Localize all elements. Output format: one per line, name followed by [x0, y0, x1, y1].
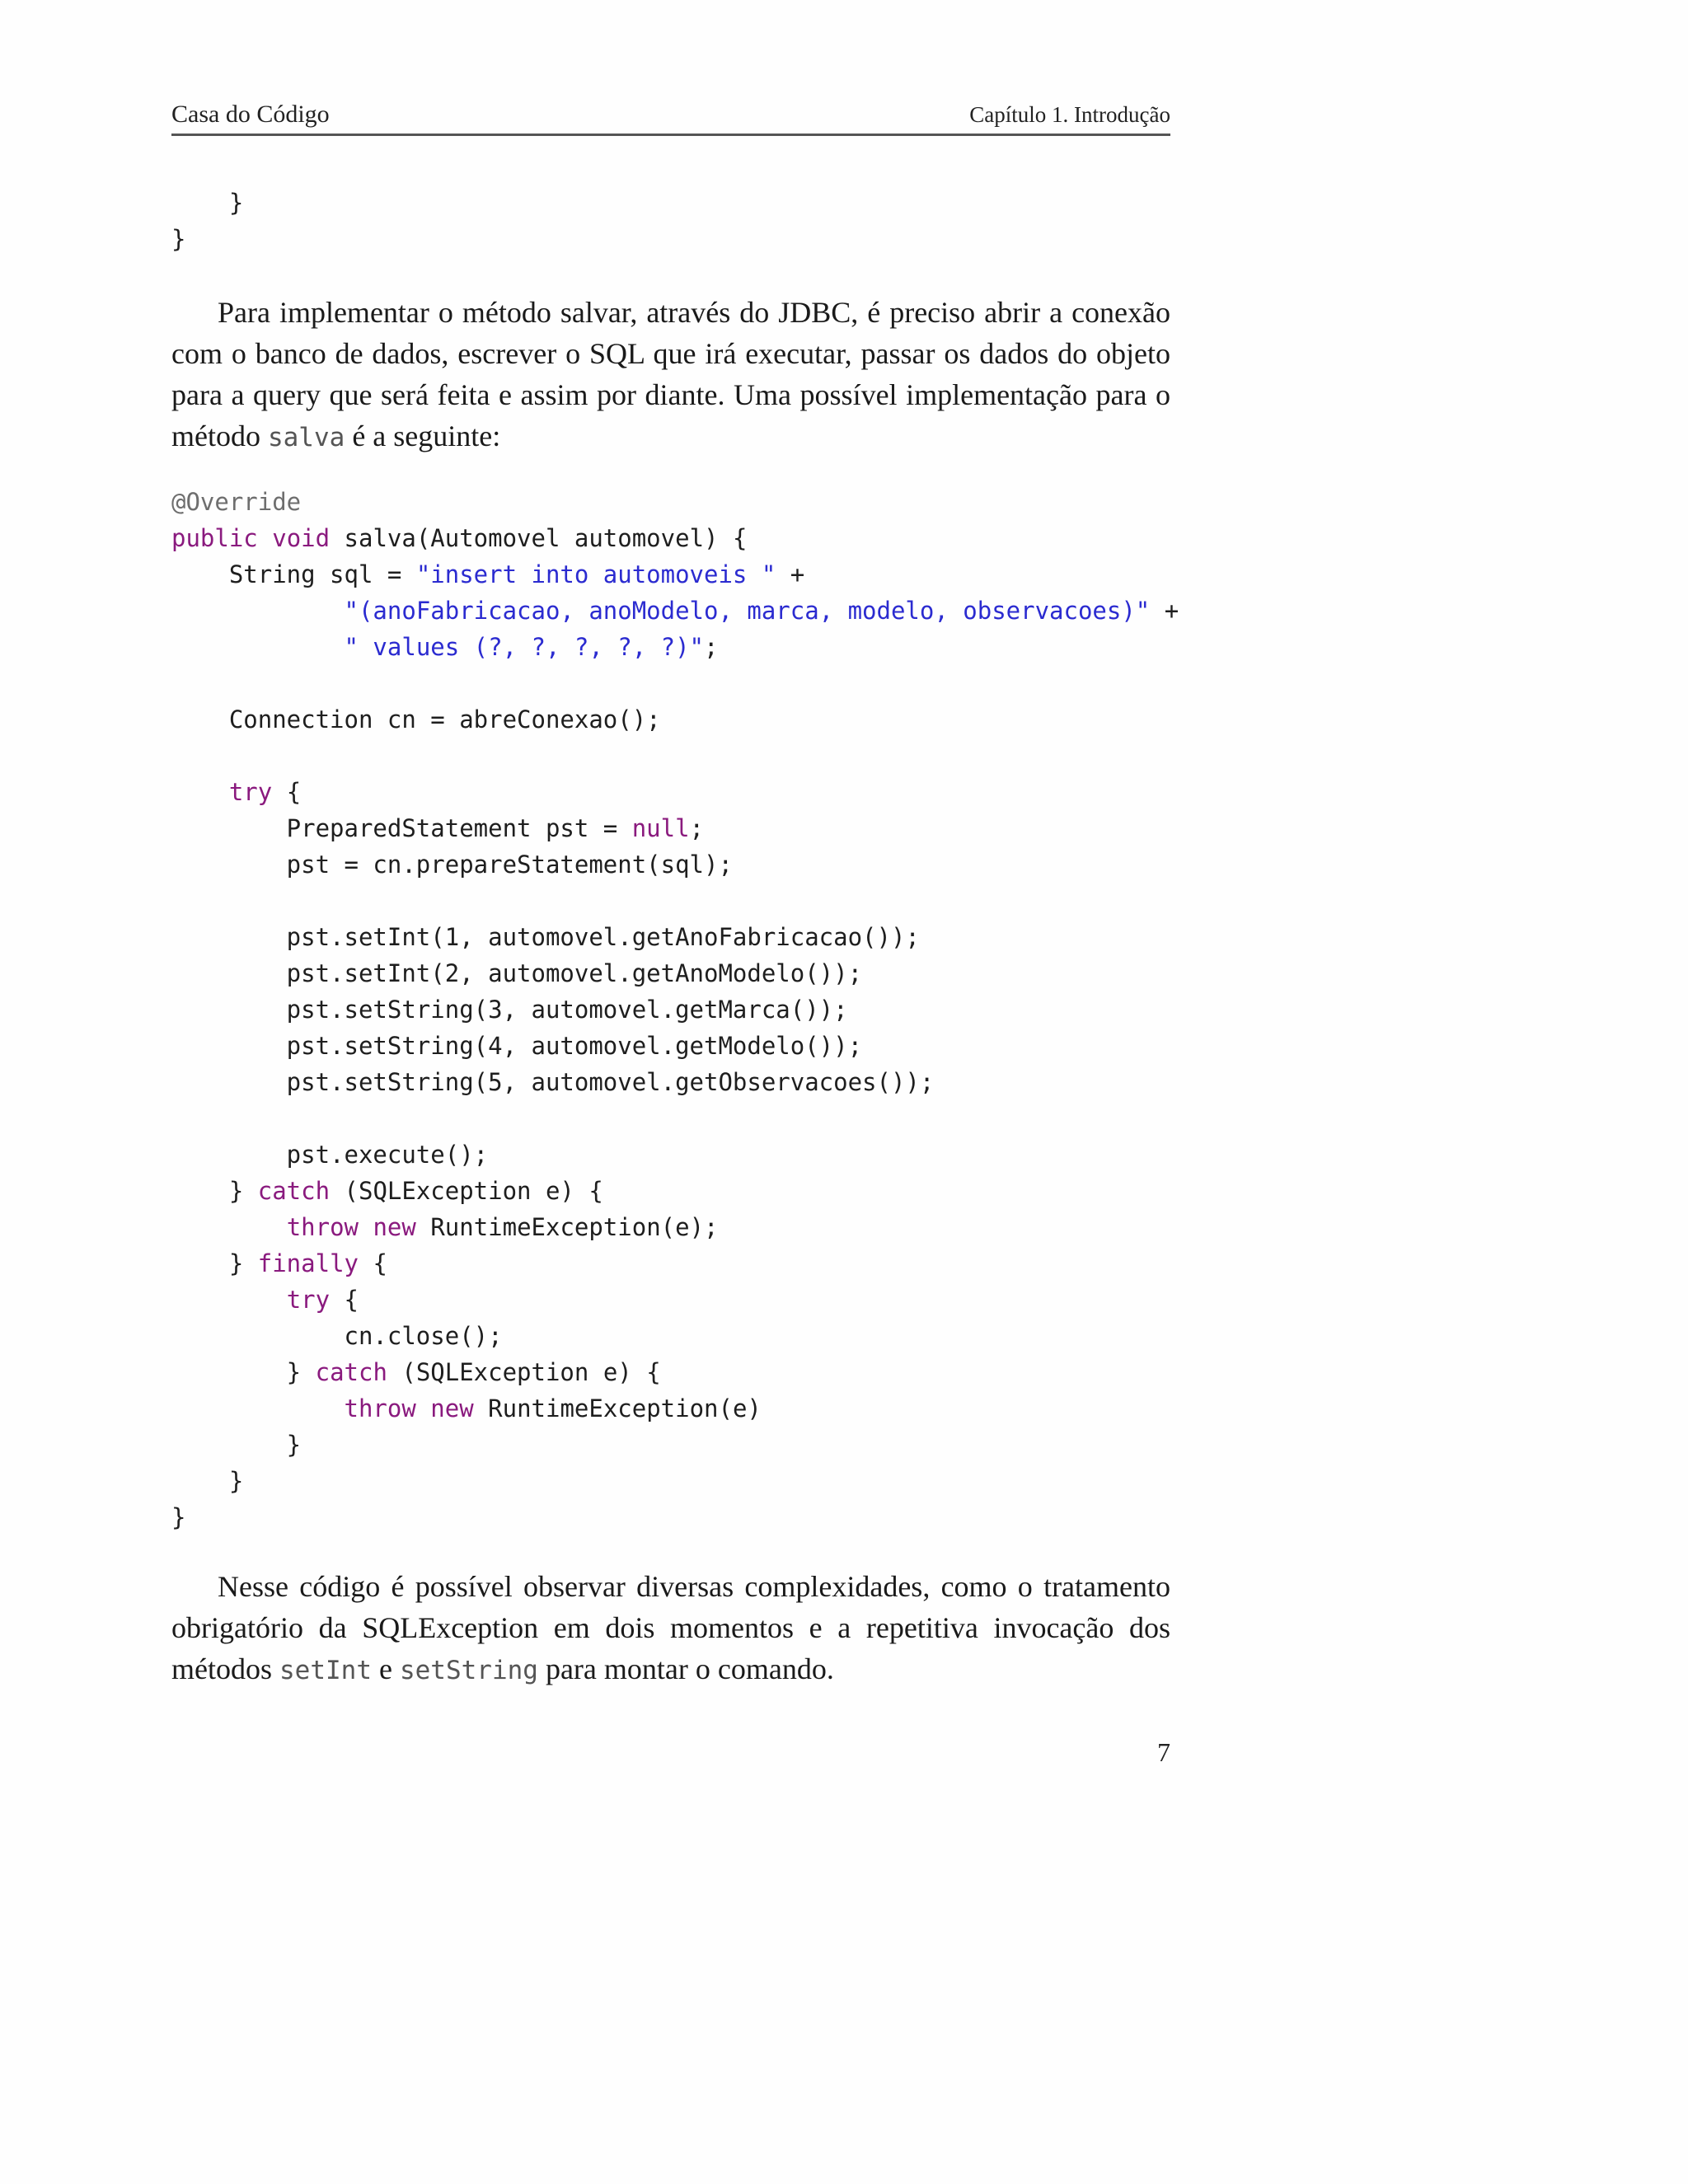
paragraph-text: Para implementar o método salvar, através do JDBC, é preciso abrir a conexão com o banco de dados, escrever o SQL que irá executar, passar os dados do objeto para a query que será feita e assim por diante. Uma possível implementação para o método: [171, 296, 1170, 452]
code-keyword: try: [228, 778, 273, 806]
code-keyword: null: [631, 814, 690, 842]
code-line-annotation: @Override: [171, 488, 302, 516]
code-block-salva: [171, 484, 1179, 1535]
code-line: [171, 520, 1179, 556]
code-keyword: try: [286, 1286, 331, 1314]
code-line: pst.setString(5, automovel.getObservacoes());: [171, 1068, 935, 1096]
code-text: [171, 778, 229, 806]
code-keyword: new: [373, 1213, 416, 1241]
code-text: +: [1150, 597, 1179, 625]
code-string: "(anoFabricacao, anoModelo, marca, modelo, observacoes)": [344, 597, 1151, 625]
code-fragment-top: [171, 185, 243, 257]
code-line: [171, 810, 1179, 846]
code-line: pst = cn.prepareStatement(sql);: [171, 851, 733, 879]
inline-code-setint: setInt: [279, 1656, 372, 1685]
running-header: [171, 97, 1170, 136]
code-keyword: public: [171, 524, 258, 552]
code-line: cn.close();: [171, 1322, 503, 1350]
code-line: pst.execute();: [171, 1141, 489, 1169]
code-line: pst.setInt(1, automovel.getAnoFabricacao());: [171, 923, 920, 951]
code-text: +: [776, 560, 805, 588]
paragraph-text: é a seguinte:: [345, 419, 501, 452]
inline-code-setstring: setString: [399, 1656, 538, 1685]
code-keyword: catch: [257, 1177, 331, 1205]
code-blank-line: [171, 665, 1179, 701]
code-blank-line: [171, 883, 1179, 919]
code-keyword: new: [430, 1394, 474, 1422]
page-number: 7: [1157, 1737, 1170, 1767]
code-keyword: throw: [286, 1213, 359, 1241]
code-blank-line: [171, 738, 1179, 774]
code-blank-line: [171, 1100, 1179, 1137]
header-book-title: Casa do Código: [171, 101, 330, 128]
code-line: }: [171, 1431, 302, 1459]
code-line: }: [171, 1467, 244, 1495]
code-line: }: [171, 1503, 186, 1531]
paragraph-text: Nesse código é possível observar diversas complexidades, como o tratamento obrigatório da SQLException em dois momentos e a repetitiva invocação dos métodos: [171, 1570, 1170, 1685]
code-line: [171, 1245, 1179, 1282]
code-text: }: [171, 1177, 258, 1205]
code-line: Connection cn = abreConexao();: [171, 705, 661, 733]
code-line: [171, 1209, 1179, 1245]
code-line: pst.setInt(2, automovel.getAnoModelo());: [171, 959, 863, 987]
code-text: PreparedStatement pst =: [171, 814, 632, 842]
code-text: {: [272, 778, 302, 806]
code-text: String sql =: [171, 560, 416, 588]
code-line: pst.setString(3, automovel.getMarca());: [171, 996, 848, 1024]
code-text: salva(Automovel automovel) {: [330, 524, 748, 552]
code-keyword: catch: [315, 1358, 387, 1386]
code-line: [171, 1282, 1179, 1318]
paragraph-conclusion: [171, 1566, 1170, 1691]
code-line: [171, 774, 1179, 810]
code-line: [171, 1354, 1179, 1390]
code-keyword: throw: [344, 1394, 416, 1422]
code-line: [171, 629, 1179, 665]
code-line: [171, 556, 1179, 593]
code-text: [171, 597, 345, 625]
code-text: [171, 633, 345, 661]
code-text: [171, 1286, 287, 1314]
code-keyword: finally: [257, 1249, 359, 1277]
code-text: RuntimeException(e): [473, 1394, 762, 1422]
code-text: (SQLException e) {: [330, 1177, 603, 1205]
code-line: [171, 1173, 1179, 1209]
code-text: [171, 1213, 287, 1241]
code-text: ;: [704, 633, 719, 661]
code-text: [171, 1394, 345, 1422]
paragraph-text: para montar o comando.: [537, 1652, 834, 1685]
code-line: [171, 593, 1179, 629]
code-text: {: [358, 1249, 387, 1277]
code-line: }: [171, 189, 244, 217]
code-line: }: [171, 225, 186, 253]
code-text: (SQLException e) {: [387, 1358, 661, 1386]
code-line: pst.setString(4, automovel.getModelo());: [171, 1032, 863, 1060]
code-text: {: [330, 1286, 359, 1314]
inline-code-salva: salva: [267, 423, 345, 452]
code-string: " values (?, ?, ?, ?, ?)": [344, 633, 705, 661]
paragraph-intro: [171, 292, 1170, 458]
code-keyword: void: [272, 524, 331, 552]
code-text: }: [171, 1249, 258, 1277]
code-text: RuntimeException(e);: [415, 1213, 719, 1241]
code-text: }: [171, 1358, 316, 1386]
paragraph-text: e: [371, 1652, 400, 1685]
code-text: ;: [689, 814, 705, 842]
code-line: [171, 1390, 1179, 1427]
header-chapter-title: Capítulo 1. Introdução: [969, 102, 1170, 127]
code-string: "insert into automoveis ": [415, 560, 776, 588]
